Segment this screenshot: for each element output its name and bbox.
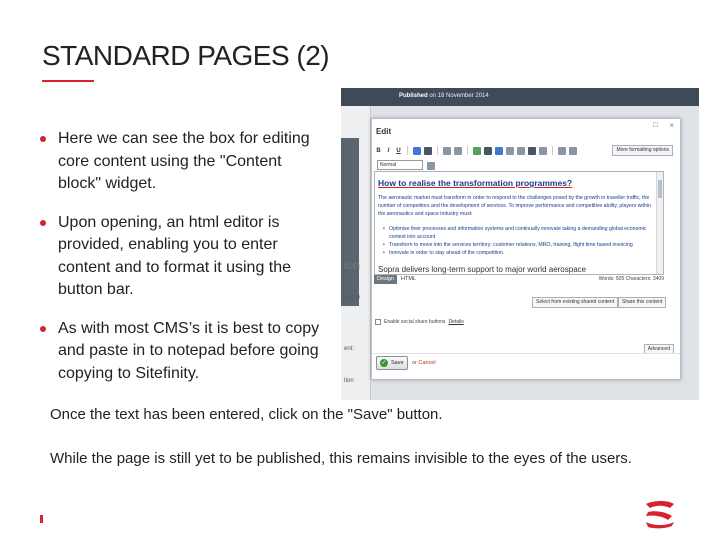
bullet-text: As with most CMS’s it is best to copy and paste in to notepad before going copying to Sitefinity. [58, 319, 320, 382]
slide-title: STANDARD PAGES (2) [42, 40, 330, 71]
numbered-list-icon[interactable] [454, 147, 462, 155]
media-icon[interactable] [517, 147, 525, 155]
scrollbar-thumb[interactable] [658, 180, 662, 198]
title-underline [42, 80, 94, 82]
word-count: Words: 505 Characters: 3409 [598, 276, 664, 282]
advanced-button[interactable]: Advanced [644, 344, 674, 354]
image-icon[interactable] [495, 147, 503, 155]
toolbar-row [427, 160, 435, 171]
content-continued-text: Sopra delivers long-term support to major world aerospace [378, 265, 587, 274]
redo-icon[interactable] [424, 147, 432, 155]
underline-button[interactable]: U [396, 147, 401, 154]
footer-accent-mark [40, 515, 43, 523]
bullet-item [38, 212, 328, 302]
clear-format-icon[interactable] [427, 162, 435, 170]
publish-status: Published on 18 November 2014 [399, 93, 489, 99]
toolbar-row [375, 145, 577, 156]
bullet-dot-icon [40, 220, 46, 226]
social-share-checkbox[interactable] [375, 319, 381, 325]
share-content-button[interactable]: Share this content [618, 297, 666, 308]
more-formatting-button[interactable]: More formatting options [612, 145, 673, 156]
link-icon[interactable] [473, 147, 481, 155]
publish-status-bar [341, 88, 699, 106]
publish-note: While the page is still yet to be published, this remains invisible to the eyes of the users. [50, 450, 632, 467]
undo-icon[interactable] [413, 147, 421, 155]
bullet-text: Here we can see the box for editing core content using the "Content block" widget. [58, 130, 310, 192]
or-label: or [412, 360, 417, 366]
tab-html[interactable]: HTML [401, 276, 416, 282]
spellcheck-icon[interactable] [558, 147, 566, 155]
cancel-link[interactable]: Cancel [418, 360, 436, 366]
content-heading: How to realise the transformation programmes? [378, 178, 573, 188]
content-list-item: • Transform to move into the services territory: customer relations, MRO, training, flight time based invoicing [383, 241, 655, 249]
unlink-icon[interactable] [484, 147, 492, 155]
toolbar-divider [437, 146, 438, 155]
social-share-option [375, 319, 464, 325]
background-label: tion [344, 378, 354, 384]
social-share-label: Enable social share buttons [384, 319, 446, 325]
bullet-text: Upon opening, an html editor is provided, enabling you to enter content and to format it using the button bar. [58, 213, 292, 298]
bullet-dot-icon [40, 136, 46, 142]
checkmark-icon: ✓ [381, 360, 387, 366]
bullet-item [38, 128, 328, 196]
content-paragraph: The aeronautic market must transform in order to respond to the challenges posed by the growth in traveller traffic, the number of competitors and the development of services. To improve performance and competitive ability, players within the aeronautics and space industry must: [378, 195, 651, 217]
symbol-icon[interactable] [539, 147, 547, 155]
table-icon[interactable] [528, 147, 536, 155]
bulleted-list-icon[interactable] [443, 147, 451, 155]
paste-icon[interactable] [569, 147, 577, 155]
toolbar-divider [552, 146, 553, 155]
save-button[interactable] [376, 356, 408, 370]
bold-button[interactable]: B [376, 147, 381, 154]
dialog-title: Edit [376, 127, 392, 136]
content-editor-area[interactable] [374, 171, 664, 275]
cancel-area [412, 360, 436, 366]
content-list [383, 225, 655, 257]
toolbar-divider [407, 146, 408, 155]
italic-button[interactable]: I [387, 147, 390, 154]
sitefinity-screenshot [341, 88, 699, 400]
bullet-list [38, 128, 328, 401]
save-label: Save [391, 360, 404, 366]
content-list-item: • Innovate in order to stay ahead of the competition. [383, 249, 655, 257]
close-icon[interactable]: × [669, 121, 674, 130]
tab-design[interactable]: Design [374, 275, 397, 284]
format-select[interactable]: Normal [377, 160, 423, 170]
background-label: ion [344, 258, 361, 272]
content-list-item: • Optimise their processes and information systems and continually innovate taking a demanding global economic context into account [383, 225, 655, 241]
background-label: ent: [344, 346, 355, 352]
edit-dialog [371, 118, 681, 380]
maximize-icon[interactable]: ☐ [652, 123, 658, 129]
bullet-item [38, 318, 328, 386]
background-label: erts w [344, 295, 361, 301]
toolbar-divider [467, 146, 468, 155]
editor-scrollbar[interactable] [656, 172, 663, 274]
bullet-dot-icon [40, 326, 46, 332]
details-link[interactable]: Details [448, 319, 464, 325]
document-icon[interactable] [506, 147, 514, 155]
background-dark-strip [341, 138, 359, 306]
select-shared-content-button[interactable]: Select from existing shared content [532, 297, 618, 308]
brand-logo [640, 498, 680, 530]
dialog-divider [372, 353, 680, 354]
editor-mode-bar [374, 275, 664, 285]
save-instruction: Once the text has been entered, click on the "Save" button. [50, 406, 443, 423]
